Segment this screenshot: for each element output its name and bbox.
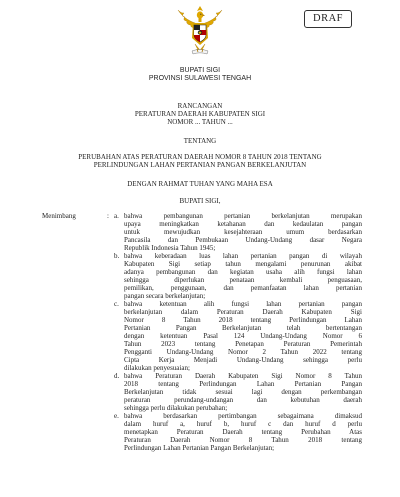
garuda-emblem-icon (175, 4, 225, 64)
item-line: bahwa berdasarkan pertimbangan sebagaimana dimaksud (124, 412, 362, 420)
subject-line-2: PERLINDUNGAN LAHAN PERTANIAN PANGAN BERKELANJUTAN (93, 161, 307, 169)
item-line: bahwa pembangunan pertanian berkelanjutan merupakan (124, 212, 362, 220)
item-line: peraturan perundang-undangan dan kebutuhan daerah (124, 396, 362, 404)
office-title: BUPATI SIGI (179, 67, 221, 74)
item-line: berkelanjutan dalam Peraturan Daerah Kabupaten Sigi (124, 308, 362, 316)
draft-label: RANCANGAN (177, 102, 223, 110)
addressee: BUPATI SIGI, (179, 197, 221, 205)
item-line: pemilikan, penggunaan, dan pemanfaatan lahan pertanian (124, 284, 362, 292)
regulation-type: PERATURAN DAERAH KABUPATEN SIGI (134, 110, 266, 118)
item-letter: b. (114, 252, 120, 260)
item-line: Pancasila dan Pembukaan Undang-Undang dasar Negara (124, 236, 362, 244)
considerations-colon: : (107, 212, 109, 220)
regulation-number: NOMOR ... TAHUN ... (167, 118, 233, 126)
subject-line-1: PERUBAHAN ATAS PERATURAN DAERAH NOMOR 8 TAHUN 2018 TENTANG (78, 153, 322, 161)
item-line: bahwa Peraturan Daerah Kabupaten Sigi Nomor 8 Tahun (124, 372, 362, 380)
item-line: untuk mewujudkan kesejahteraan umum berdasarkan (124, 228, 362, 236)
item-line: Pertanian Pangan Berkelanjutan telah bertentangan (124, 324, 362, 332)
item-letter: e. (114, 412, 119, 420)
item-line: Tahun 2023 tentang Penetapan Peraturan Pemerintah (124, 340, 362, 348)
item-line: dengan ketentuan Pasal 124 Undang-Undang Nomor 6 (124, 332, 362, 340)
item-line: sehingga diperlukan penataan kembali penguasaan, (124, 276, 362, 284)
item-line: pangan secara berkelanjutan; (124, 292, 206, 300)
item-letter: d. (114, 372, 120, 380)
draft-badge: DRAF (304, 10, 352, 28)
item-line: bahwa keberadaan luas lahan pertanian pangan di wilayah (124, 252, 362, 260)
item-line: Berkelanjutan tidak sesuai lagi dengan perkembangan (124, 388, 362, 396)
item-line: Kabupaten Sigi setiap tahun mengalami penurunan akibat (124, 260, 362, 268)
item-line: Republik Indonesia Tahun 1945; (124, 244, 216, 252)
item-line: Nomor 8 Tahun 2018 tentang Perlindungan Lahan (124, 316, 362, 324)
item-line: bahwa ketentuan alih fungsi lahan pertanian pangan (124, 300, 362, 308)
considerations-label: Menimbang (42, 212, 76, 220)
item-line: menetapkan Peraturan Daerah tentang Perubahan Atas (124, 428, 362, 436)
item-line: upaya meningkatkan ketahanan dan kedaulatan pangan (124, 220, 362, 228)
item-letter: c. (114, 300, 119, 308)
item-line: adanya pembangunan dan kegiatan usaha alih fungsi lahan (124, 268, 362, 276)
item-line: Cipta Kerja Menjadi Undang-Undang sehingga perlu (124, 356, 362, 364)
about-label: TENTANG (183, 137, 217, 145)
item-line: Perlindungan Lahan Pertanian Pangan Berkelanjutan; (124, 444, 275, 452)
invocation: DENGAN RAHMAT TUHAN YANG MAHA ESA (127, 180, 273, 188)
item-line: dilakukan penyesuaian; (124, 364, 190, 372)
item-line: dalam huruf a, huruf b, huruf c dan huruf d perlu (124, 420, 362, 428)
item-line: Pengganti Undang-Undang Nomor 2 Tahun 2022 tentang (124, 348, 362, 356)
item-line: sehingga perlu dilakukan perubahan; (124, 404, 228, 412)
item-line: Peraturan Daerah Nomor 8 Tahun 2018 tentang (124, 436, 362, 444)
item-letter: a. (114, 212, 119, 220)
province-title: PROVINSI SULAWESI TENGAH (148, 75, 252, 82)
item-line: 2018 tentang Perlindungan Lahan Pertanian Pangan (124, 380, 362, 388)
